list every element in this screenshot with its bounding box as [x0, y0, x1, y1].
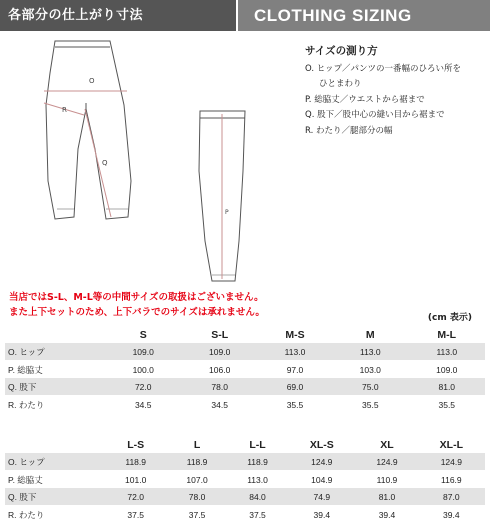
size-header: M-L	[437, 329, 457, 341]
cell-value: 81.0	[356, 488, 417, 506]
cell-value: 34.5	[211, 399, 228, 410]
row-label: Q. 股下	[5, 488, 105, 506]
cell-value: 39.4	[378, 509, 396, 519]
cell-value: 116.9	[441, 474, 462, 485]
label-q: Q	[102, 159, 108, 167]
cell-value: 100.0	[132, 364, 154, 375]
size-table-1	[5, 325, 485, 413]
cell-value: 84.0	[228, 488, 288, 506]
page-title-en: CLOTHING SIZING	[238, 0, 490, 31]
guide-line-hip: O. ヒップ／パンツの一番幅のひろい所を	[305, 63, 461, 74]
cell-value: 124.9	[356, 453, 417, 471]
guide-line-hip-cont: ひとまわり	[319, 79, 362, 89]
cell-value: 75.0	[332, 378, 408, 396]
table-row	[5, 453, 485, 471]
guide-line-inseam: Q. 股下／股中心の縫い目から裾まで	[305, 110, 445, 120]
notice-line-2: また上下セットのため、上下バラでのサイズは承れません。	[9, 307, 265, 318]
cell-value: 124.9	[287, 453, 356, 471]
size-header: XL-S	[309, 439, 334, 451]
cell-value: 87.0	[418, 488, 485, 506]
cell-value: 39.4	[443, 509, 460, 519]
cell-value: 37.5	[188, 509, 206, 519]
size-header: XL-L	[439, 439, 463, 451]
table-row	[5, 343, 485, 361]
cell-value: 113.0	[409, 343, 485, 361]
size-table-2	[5, 435, 485, 519]
cell-value: 35.5	[286, 399, 304, 410]
table-row	[5, 488, 485, 506]
cell-value: 101.0	[125, 474, 147, 485]
cell-value: 106.0	[209, 364, 231, 375]
notice-line-1: 当店ではS-L、M-L等の中間サイズの取扱はございません。	[9, 292, 264, 303]
cell-value: 118.9	[166, 453, 227, 471]
cell-value: 37.5	[127, 509, 144, 519]
front-pants-drawing	[46, 41, 131, 219]
row-label: O. ヒップ	[5, 343, 105, 361]
cell-value: 39.4	[313, 509, 331, 519]
cell-value: 35.5	[438, 399, 456, 410]
cell-value: 78.0	[166, 488, 227, 506]
row-label: P. 総脇丈	[8, 364, 43, 375]
size-header: XL	[380, 439, 394, 451]
table-header-row	[5, 325, 485, 343]
cell-value: 78.0	[181, 378, 257, 396]
cell-value: 109.0	[181, 343, 257, 361]
table-header-row	[5, 435, 485, 453]
cell-value: 97.0	[286, 364, 304, 375]
label-p: P	[225, 209, 229, 216]
size-header: L-S	[127, 439, 145, 451]
cell-value: 118.9	[105, 453, 166, 471]
cell-value: 74.9	[287, 488, 356, 506]
cell-value: 113.0	[258, 343, 332, 361]
front-pants-measure-lines	[44, 91, 127, 217]
cell-value: 81.0	[409, 378, 485, 396]
size-notice	[9, 290, 265, 320]
table-row	[5, 378, 485, 396]
measurement-guide-title: サイズの測り方	[305, 45, 378, 57]
cell-value: 35.5	[362, 399, 379, 410]
cell-value: 118.9	[228, 453, 288, 471]
label-o: O	[89, 77, 95, 85]
table-row	[5, 506, 485, 519]
size-header: L-L	[249, 439, 266, 451]
cell-value: 110.9	[376, 474, 398, 485]
row-label: P. 総脇丈	[8, 474, 43, 485]
table-row	[5, 361, 485, 379]
table-row	[5, 471, 485, 489]
cell-value: 72.0	[105, 488, 166, 506]
cell-value: 109.0	[436, 364, 458, 375]
cell-value: 69.0	[258, 378, 332, 396]
size-header: M	[365, 329, 375, 341]
cell-value: 34.5	[134, 399, 152, 410]
cell-value: 104.9	[311, 474, 333, 485]
cell-value: 103.0	[359, 364, 381, 375]
cell-value: 37.5	[249, 509, 266, 519]
cell-value: 113.0	[247, 474, 268, 485]
size-header: M-S	[285, 329, 305, 341]
page-title-jp: 各部分の仕上がり寸法	[0, 0, 236, 31]
guide-line-thigh: R. わたり／腿部分の幅	[305, 125, 393, 136]
cell-value: 113.0	[332, 343, 408, 361]
guide-line-length: P. 総脇丈／ウエストから裾まで	[305, 94, 425, 105]
row-label: R. わたり	[8, 399, 45, 410]
row-label: O. ヒップ	[5, 453, 105, 471]
row-label: Q. 股下	[5, 378, 105, 396]
size-header: L	[193, 439, 201, 451]
label-r: R	[62, 106, 67, 114]
size-header: S-L	[211, 329, 229, 341]
table-row	[5, 396, 485, 414]
cell-value: 107.0	[186, 474, 208, 485]
size-header: S	[139, 329, 147, 341]
cell-value: 109.0	[105, 343, 181, 361]
cell-value: 72.0	[105, 378, 181, 396]
unit-label: (cm 表示)	[427, 313, 472, 323]
pants-illustration	[0, 31, 300, 287]
cell-value: 124.9	[418, 453, 485, 471]
measurement-guide	[305, 44, 490, 139]
row-label: R. わたり	[8, 509, 45, 519]
